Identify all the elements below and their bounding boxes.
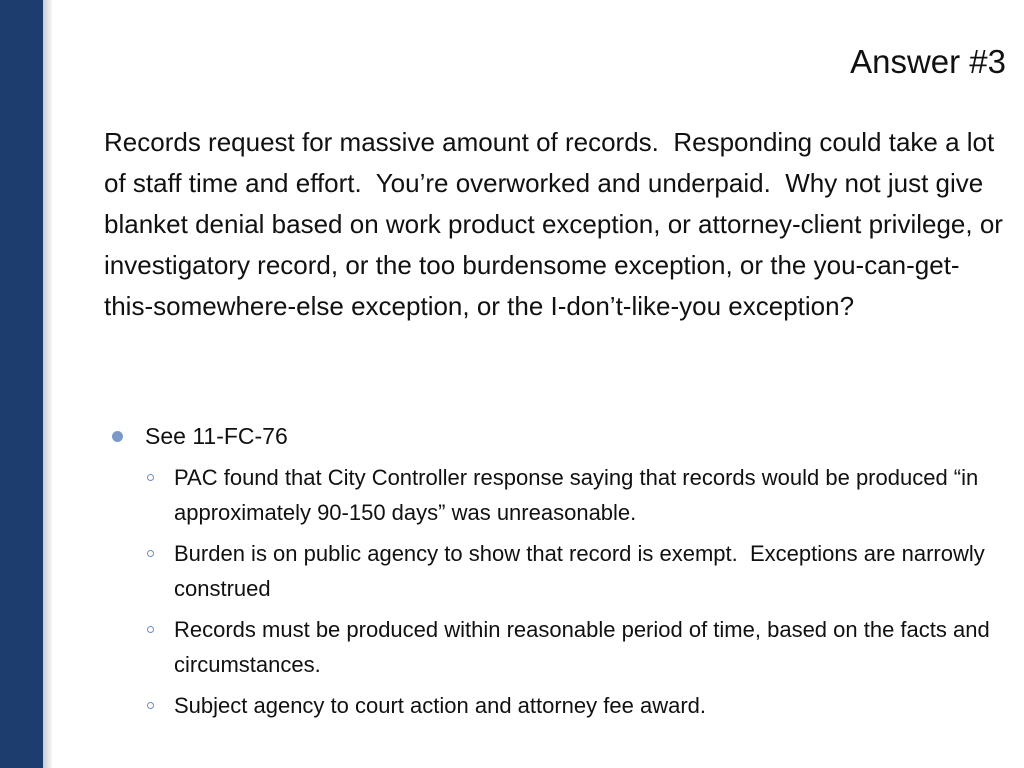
- sub-bullet-item: [144, 612, 994, 682]
- sub-bullet-text: PAC found that City Controller response saying that records would be produced “in approximately 90-150 days” was unreasonable.: [174, 465, 979, 525]
- left-accent-bar: [0, 0, 43, 768]
- sub-bullet-item: [144, 688, 994, 723]
- sub-bullet-item: [144, 460, 994, 530]
- ring-bullet-icon: [147, 626, 154, 633]
- ring-bullet-icon: [147, 474, 154, 481]
- slide-title: Answer #3: [850, 43, 1006, 80]
- sub-bullet-text: Burden is on public agency to show that record is exempt. Exceptions are narrowly construed: [174, 541, 985, 601]
- sub-bullet-item: [144, 536, 994, 606]
- sub-bullet-text: Records must be produced within reasonable period of time, based on the facts and circumstances.: [174, 617, 990, 677]
- bullet-list: [112, 418, 992, 454]
- question-paragraph: Records request for massive amount of records. Responding could take a lot of staff time and effort. You’re overworked and underpaid. Why not just give blanket denial based on work product exception, or attorney-client privilege, or investigatory record, or the too burdensome exception, or the you-can-get-this-somewhere-else exception, or the I-don’t-like-you exception?: [104, 127, 1003, 321]
- ring-bullet-icon: [147, 550, 154, 557]
- accent-bar-shadow: [43, 0, 52, 768]
- bullet-item: [112, 418, 992, 454]
- sub-bullet-text: Subject agency to court action and attorney fee award.: [174, 693, 706, 718]
- bullet-dot-icon: [112, 431, 123, 442]
- sub-bullet-list: [144, 460, 994, 729]
- ring-bullet-icon: [147, 702, 154, 709]
- bullet-text: See 11-FC-76: [145, 423, 288, 449]
